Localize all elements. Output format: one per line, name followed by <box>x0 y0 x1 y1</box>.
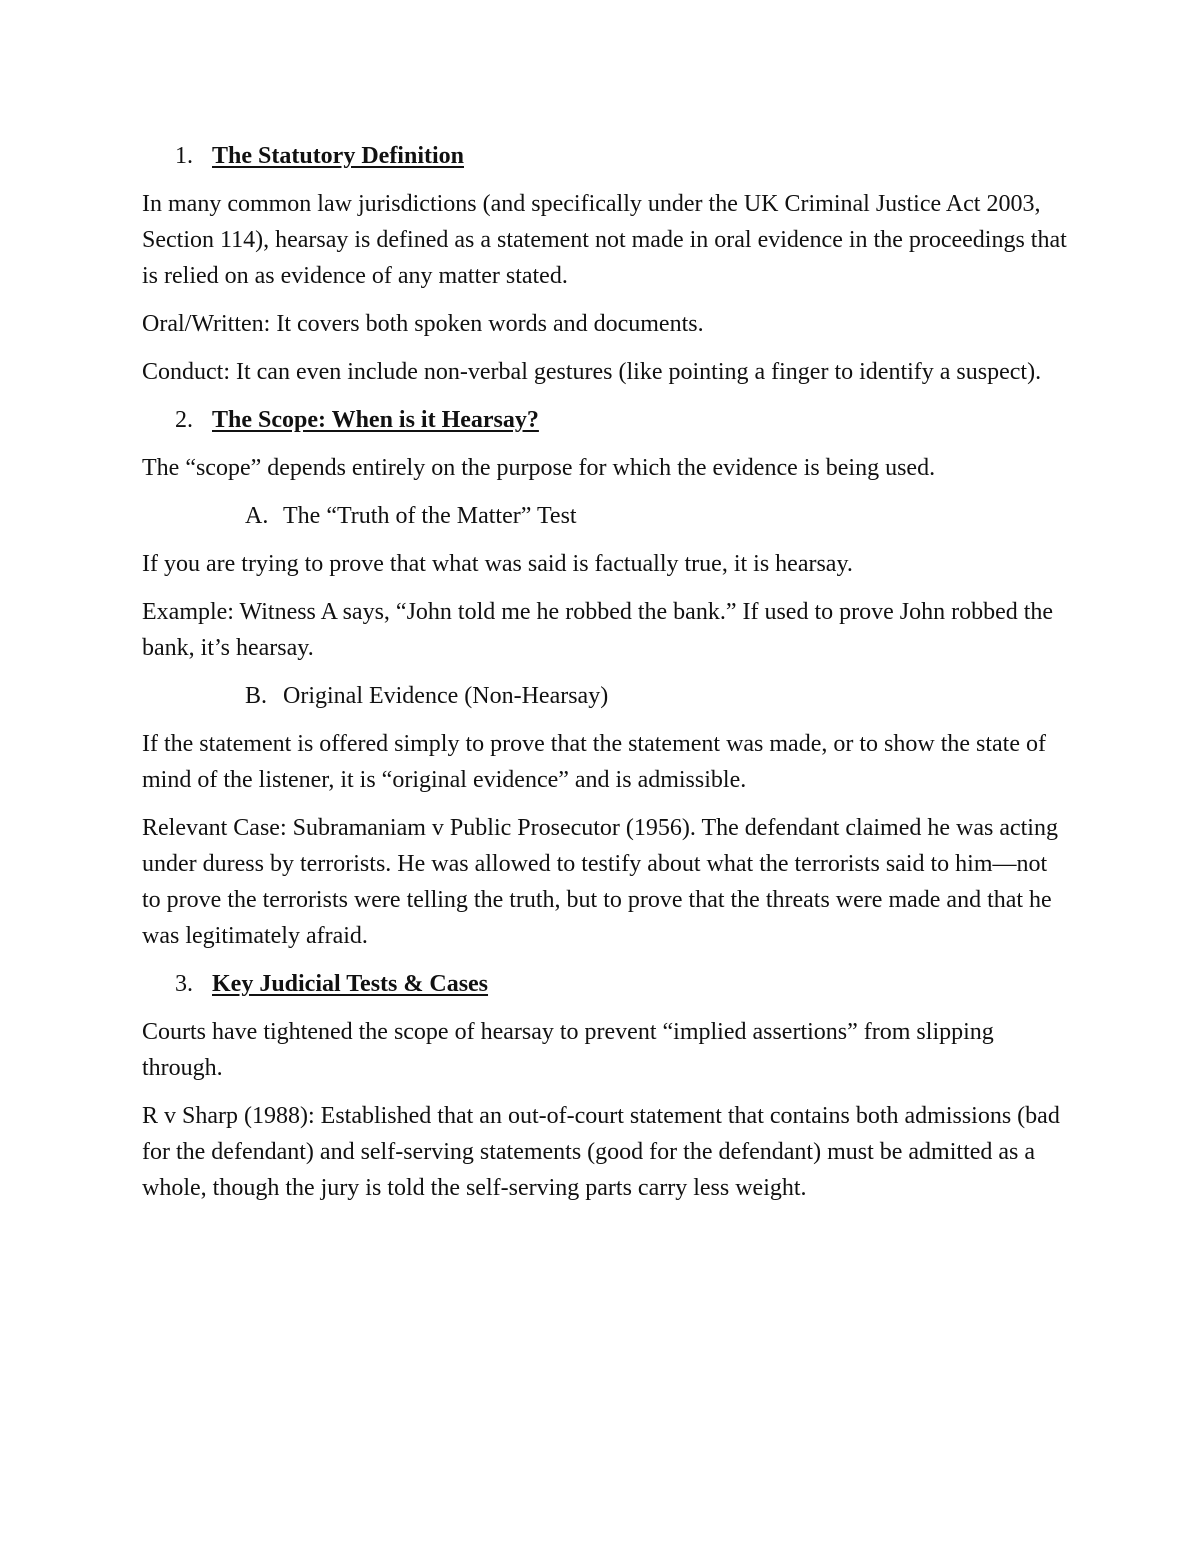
section-2-intro: The “scope” depends entirely on the purpose for which the evidence is being used. <box>142 455 936 481</box>
subsection-b-paragraph-1: If the statement is offered simply to prove that the statement was made, or to show the state of mind of the listener, it is “original evidence” and is admissible. <box>142 731 1046 793</box>
section-1-number: 1. <box>175 143 193 169</box>
section-3-heading <box>175 966 1067 1002</box>
subsection-b-heading <box>245 678 1067 714</box>
section-2-number: 2. <box>175 407 193 433</box>
section-2-heading <box>175 402 1067 438</box>
section-3-paragraph-2: R v Sharp (1988): Established that an out-of-court statement that contains both admissions (bad for the defendant) and self-serving statements (good for the defendant) must be admitted as a whole, though the jury is told the self-serving parts carry less weight. <box>142 1103 1060 1201</box>
section-1-paragraph-2: Oral/Written: It covers both spoken words and documents. <box>142 311 704 337</box>
subsection-a-paragraph-1: If you are trying to prove that what was said is factually true, it is hearsay. <box>142 551 853 577</box>
section-3-title: Key Judicial Tests & Cases <box>212 971 489 997</box>
section-1-paragraph-1: In many common law jurisdictions (and specifically under the UK Criminal Justice Act 2003, Section 114), hearsay is defined as a statement not made in oral evidence in the proceedings that is relied on as evidence of any matter stated. <box>142 191 1067 289</box>
section-1-heading <box>175 138 1067 174</box>
subsection-a-title: The “Truth of the Matter” Test <box>283 503 577 529</box>
subsection-a-letter: A. <box>245 503 269 529</box>
section-1-paragraph-3: Conduct: It can even include non-verbal gestures (like pointing a finger to identify a suspect). <box>142 359 1042 385</box>
section-2-title: The Scope: When is it Hearsay? <box>212 407 539 433</box>
subsection-b-title: Original Evidence (Non-Hearsay) <box>283 683 609 709</box>
subsection-b-paragraph-2: Relevant Case: Subramaniam v Public Prosecutor (1956). The defendant claimed he was acting under duress by terrorists. He was allowed to testify about what the terrorists said to him—not to prove the terrorists were telling the truth, but to prove that the threats were made and that he was legitimately afraid. <box>142 815 1058 949</box>
section-3-number: 3. <box>175 971 193 997</box>
section-3-paragraph-1: Courts have tightened the scope of hearsay to prevent “implied assertions” from slipping through. <box>142 1019 994 1081</box>
subsection-a-paragraph-2: Example: Witness A says, “John told me he robbed the bank.” If used to prove John robbed the bank, it’s hearsay. <box>142 599 1054 661</box>
document-page <box>142 138 1067 1218</box>
section-1-title: The Statutory Definition <box>212 143 464 169</box>
subsection-a-heading <box>245 498 1067 534</box>
subsection-b-letter: B. <box>245 683 268 709</box>
